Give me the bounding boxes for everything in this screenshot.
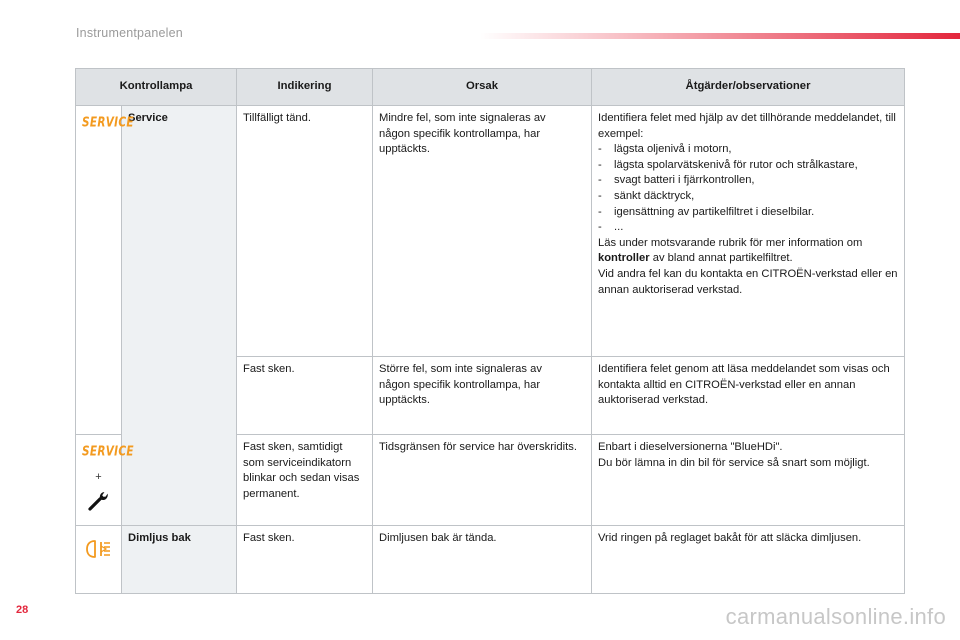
orsak-line: Mindre fel, som inte signaleras av (379, 112, 546, 124)
table-header-row (76, 69, 905, 106)
orsak-line: Större fel, som inte signaleras av (379, 363, 542, 375)
list-item: - sänkt däcktryck, (598, 189, 695, 202)
atgard-intro: Identifiera felet med hjälp av det tillhörande meddelandet, till exempel: (598, 112, 896, 140)
atgard-cell: Identifiera felet genom att läsa meddelandet som visas och kontakta alltid en CITROËN-verkstad eller en annan auktoriserad verkstad. (592, 357, 905, 435)
lamp-name-service: Service (122, 106, 237, 526)
indikering-cell: Tillfälligt tänd. (237, 106, 373, 357)
warning-lamps-table (75, 68, 905, 594)
atgard-line: Enbart i dieselversionerna "BlueHDi". (598, 441, 783, 453)
fog-icon-cell (76, 526, 122, 594)
list-item: - lägsta oljenivå i motorn, (598, 143, 732, 156)
column-header-orsak: Orsak (373, 69, 592, 106)
orsak-line: upptäckts. (379, 143, 430, 156)
atgard-other: Vid andra fel kan du kontakta en CITROËN-verkstad eller en annan auktoriserad verkstad. (598, 267, 898, 296)
service-warning-icon: SERVICE (82, 444, 134, 460)
column-header-kontrollampa: Kontrollampa (76, 69, 237, 106)
orsak-line: upptäckts. (379, 394, 430, 407)
list-item: - ... (598, 221, 624, 234)
table-row (76, 106, 905, 357)
list-item: - lägsta spolarvätskenivå för rutor och strålkastare, (598, 158, 858, 171)
keyword-kontroller: kontroller (598, 252, 650, 265)
orsak-cell: Dimljusen bak är tända. (373, 526, 592, 594)
indikering-cell: Fast sken. (237, 526, 373, 594)
column-header-indikering: Indikering (237, 69, 373, 106)
service-wrench-icon-cell (76, 435, 134, 526)
section-title: Instrumentpanelen (76, 26, 183, 40)
atgard-cell (592, 106, 905, 357)
plus-sign: + (95, 470, 102, 483)
indikering-cell: Fast sken, samtidigt som serviceindikatorn blinkar och sedan visas permanent. (237, 435, 373, 526)
orsak-cell: Tidsgränsen för service har överskridits. (373, 435, 592, 526)
table-row (76, 526, 905, 594)
wrench-icon (87, 488, 111, 512)
atgard-read-more: Läs under motsvarande rubrik för mer information om kontroller av bland annat partikelfiltret. (598, 236, 863, 265)
header-accent-bar (480, 33, 960, 39)
atgard-cell (592, 435, 905, 526)
lamp-name-dimljus: Dimljus bak (122, 526, 237, 594)
atgard-cell: Vrid ringen på reglaget bakåt för att släcka dimljusen. (592, 526, 905, 594)
page-number: 28 (16, 604, 29, 616)
list-item: - igensättning av partikelfiltret i dieselbilar. (598, 205, 815, 218)
orsak-line-text: någon specifik kontrollampa, har (379, 127, 541, 140)
service-icon-cell (76, 106, 134, 435)
list-item: - svagt batteri i fjärrkontrollen, (598, 174, 755, 187)
atgard-line: Du bör lämna in din bil för service så snart som möjligt. (598, 456, 870, 469)
orsak-line (379, 127, 585, 143)
watermark: carmanualsonline.info (725, 604, 946, 629)
indikering-cell: Fast sken. (237, 357, 373, 435)
orsak-line: någon specifik kontrollampa, har (379, 378, 541, 391)
service-warning-icon: SERVICE (82, 115, 134, 131)
orsak-cell (373, 106, 592, 357)
orsak-cell (373, 357, 592, 435)
rear-fog-light-icon (84, 537, 114, 561)
column-header-atgarder: Åtgärder/observationer (592, 69, 905, 106)
